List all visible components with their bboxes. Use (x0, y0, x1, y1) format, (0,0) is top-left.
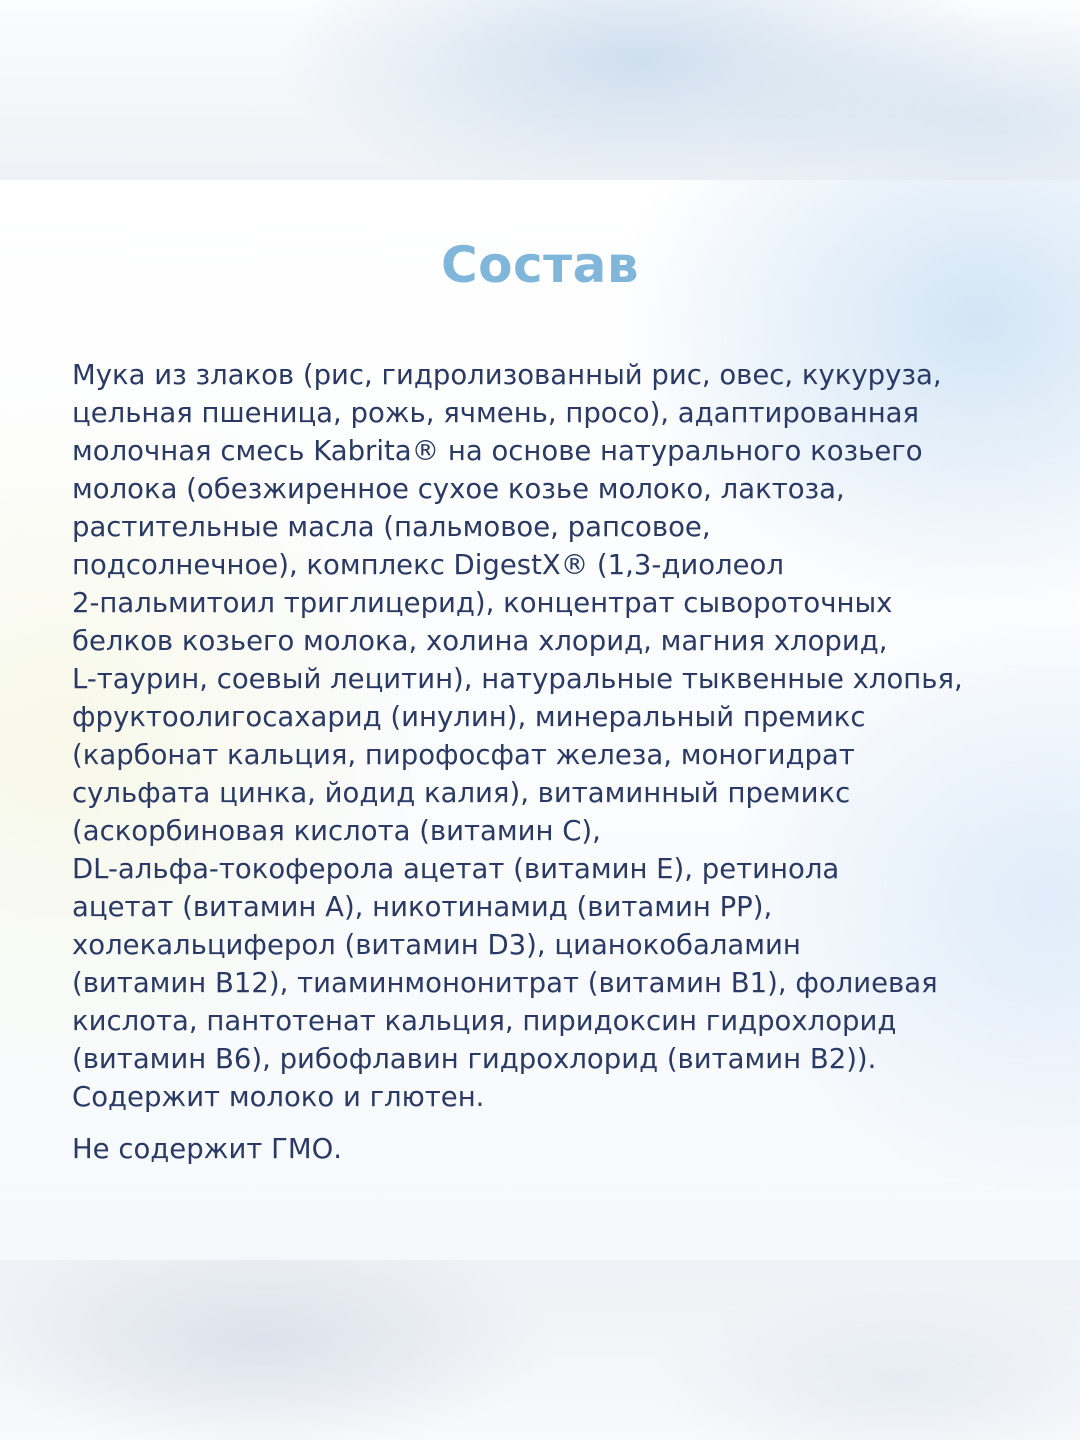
composition-line: молока (обезжиренное сухое козье молоко, лактоза, (72, 473, 845, 505)
composition-line: сульфата цинка, йодид калия), витаминный премикс (72, 777, 851, 809)
page-title: Состав (440, 236, 640, 294)
composition-line: холекальциферол (витамин D3), цианокобаламин (72, 929, 801, 961)
composition-card (0, 180, 1080, 1260)
composition-line: Мука из злаков (рис, гидролизованный рис, овес, кукуруза, (72, 359, 942, 391)
composition-line: белков козьего молока, холина хлорид, магния хлорид, (72, 625, 888, 657)
composition-line: кислота, пантотенат кальция, пиридоксин гидрохлорид (72, 1005, 897, 1037)
composition-line: фруктоолигосахарид (инулин), минеральный премикс (72, 701, 866, 733)
composition-text (72, 356, 1012, 1116)
composition-line: (витамин В6), рибофлавин гидрохлорид (витамин В2)). (72, 1043, 877, 1075)
composition-line: DL-альфа-токоферола ацетат (витамин Е), ретинола (72, 853, 840, 885)
composition-line: цельная пшеница, рожь, ячмень, просо), адаптированная (72, 397, 920, 429)
composition-line: растительные масла (пальмовое, рапсовое, (72, 511, 711, 543)
composition-line: (витамин В12), тиаминмононитрат (витамин В1), фолиевая (72, 967, 938, 999)
composition-line: молочная смесь Kabrita® на основе натурального козьего (72, 435, 923, 467)
composition-line: ацетат (витамин А), никотинамид (витамин РР), (72, 891, 773, 923)
gmo-note: Не содержит ГМО. (72, 1133, 342, 1165)
background-top (0, 0, 1080, 180)
composition-line: (карбонат кальция, пирофосфат железа, моногидрат (72, 739, 855, 771)
composition-line: Содержит молоко и глютен. (72, 1081, 485, 1113)
composition-line: (аскорбиновая кислота (витамин С), (72, 815, 601, 847)
background-bottom (0, 1260, 1080, 1440)
composition-line: подсолнечное), комплекс DigestX® (1,3-диолеол (72, 549, 784, 581)
composition-line: 2-пальмитоил триглицерид), концентрат сывороточных (72, 587, 893, 619)
composition-line: L-таурин, соевый лецитин), натуральные тыквенные хлопья, (72, 663, 963, 695)
